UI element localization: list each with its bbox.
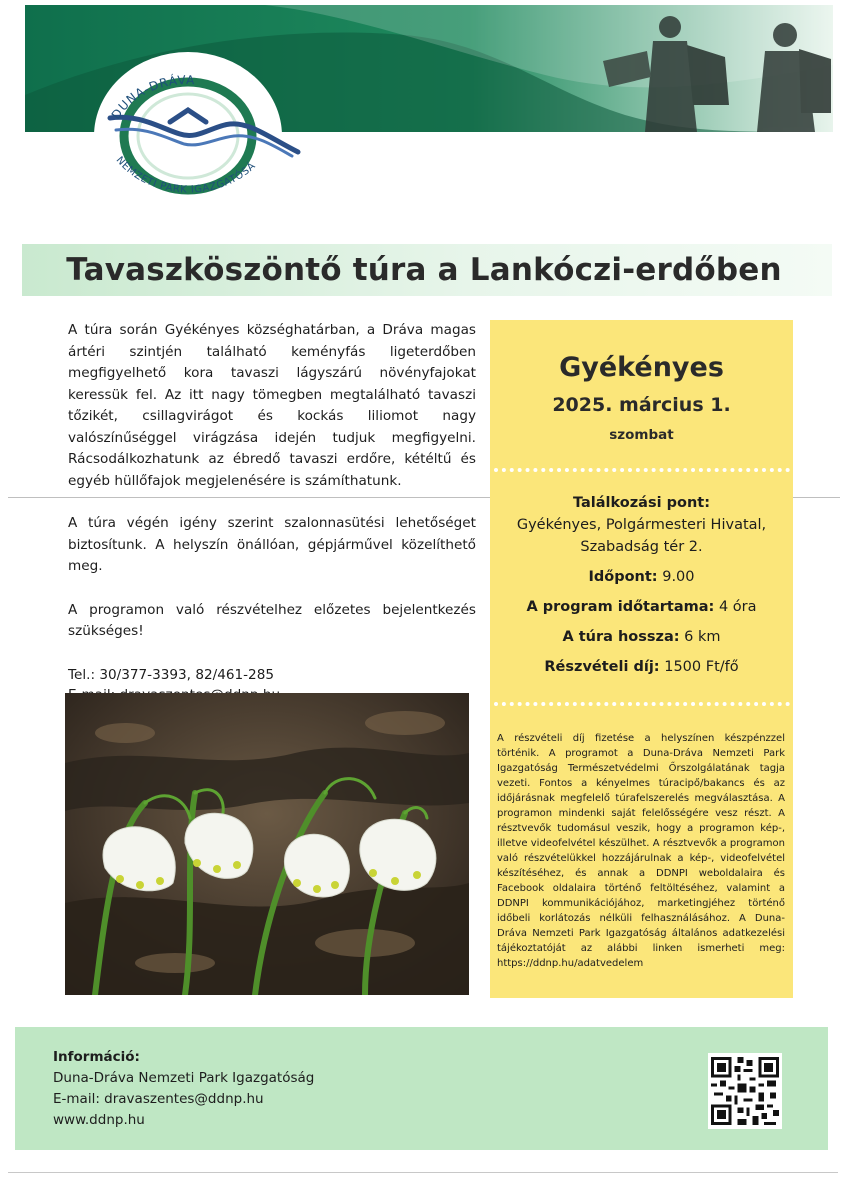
dotted-divider-top (494, 468, 790, 472)
footer-info (53, 1047, 314, 1131)
event-day: szombat (609, 427, 674, 443)
ddnp-logo (70, 48, 310, 238)
contact-phone: Tel.: 30/377-3393, 82/461-285 (68, 666, 274, 683)
registration-note: A programon való részvételhez előzetes bejelentkezés szükséges! (68, 601, 476, 639)
footer-email: E-mail: dravaszentes@ddnp.hu (53, 1091, 264, 1107)
qr-code-icon[interactable] (708, 1053, 782, 1129)
footer-org: Duna-Dráva Nemzeti Park Igazgatóság (53, 1070, 315, 1086)
meeting-line-2: Szabadság tér 2. (580, 539, 703, 555)
bottom-divider (8, 1172, 838, 1173)
description-column (68, 320, 476, 705)
length-label: A túra hossza: (562, 629, 680, 645)
time-row (490, 566, 793, 588)
fee-label: Részvételi díj: (544, 659, 660, 675)
duration-row (490, 596, 793, 618)
terms-fine-print: A részvételi díj fizetése a helyszínen készpénzzel történik. A programot a Duna-Dráva Nemzeti Park Igazgatóság Természetvédelmi Őrszolgálatának tagja vezeti. Fontos a kényelmes túracipő/bakancs és az időjárásnak megfelelő túrafelszerelés megválasztása. A programon mindenki saját felelősségére vesz részt. A résztvevők tudomásul veszik, hogy a programon kép-, illetve videofelvétel készülhet. A résztvevők a programon való részvételükkel hozzájárulnak a kép-, videofelvétel készítéséhez, és annak a DDNPI weboldalaira és Facebook oldalaira történő feltöltéséhez, valamint a DDNPI kommunikációjához, marketingjéhez történő időbeli korlátozás nélküli felhasználásához. A Duna-Dráva Nemzeti Park Igazgatóság általános adatkezelési tájékoztatóját az alábbi linken ismerheti meg: https://ddnp.hu/adatvedelem (497, 733, 785, 969)
meeting-line-1: Gyékényes, Polgármesteri Hivatal, (516, 517, 767, 533)
event-details (490, 492, 793, 678)
fee-value: 1500 Ft/fő (664, 659, 739, 675)
page-title: Tavaszköszöntő túra a Lankóczi-erdőben (66, 252, 782, 288)
description-paragraph-1: A túra során Gyékényes községhatárban, a Dráva magas ártéri szintjén található keményfás ligeterdőben megfigyelhető kora tavaszi lágyszárú növényfajokat keressük fel. Az itt nagy tömegben megtalálható tavaszi tőzikét, csillagvirágot és kockás liliomot nagy valószínűséggel virágzása idején tudjuk megfigyelni. Rácsodálkozhatunk az ébredő tavaszi erdőre, kétéltű és egyéb hüllőfajok megjelenésére is számíthatunk. (68, 322, 476, 489)
event-city: Gyékényes (559, 352, 724, 383)
time-label: Időpont: (588, 569, 658, 585)
duration-value: 4 óra (718, 599, 757, 615)
fee-row (490, 656, 793, 678)
snowflake-flower-photo (65, 693, 469, 995)
footer-heading: Információ: (53, 1049, 140, 1065)
duration-label: A program időtartama: (526, 599, 715, 615)
event-date: 2025. március 1. (552, 394, 731, 416)
description-paragraph-2: A túra végén igény szerint szalonnasütési lehetőséget biztosítunk. A helyszín önállóan, gépjárművel közelíthető meg. (68, 515, 476, 574)
time-value: 9.00 (662, 569, 695, 585)
length-value: 6 km (684, 629, 721, 645)
meeting-label: Találkozási pont: (572, 495, 710, 511)
footer-website-link[interactable]: www.ddnp.hu (53, 1112, 145, 1128)
length-row (490, 626, 793, 648)
dotted-divider-bottom (494, 702, 790, 706)
logo-arc-top: DUNA-DRÁVA (108, 72, 196, 122)
logo-arc-bottom: NEMZETI PARK IGAZGATÓSÁ (113, 154, 258, 196)
